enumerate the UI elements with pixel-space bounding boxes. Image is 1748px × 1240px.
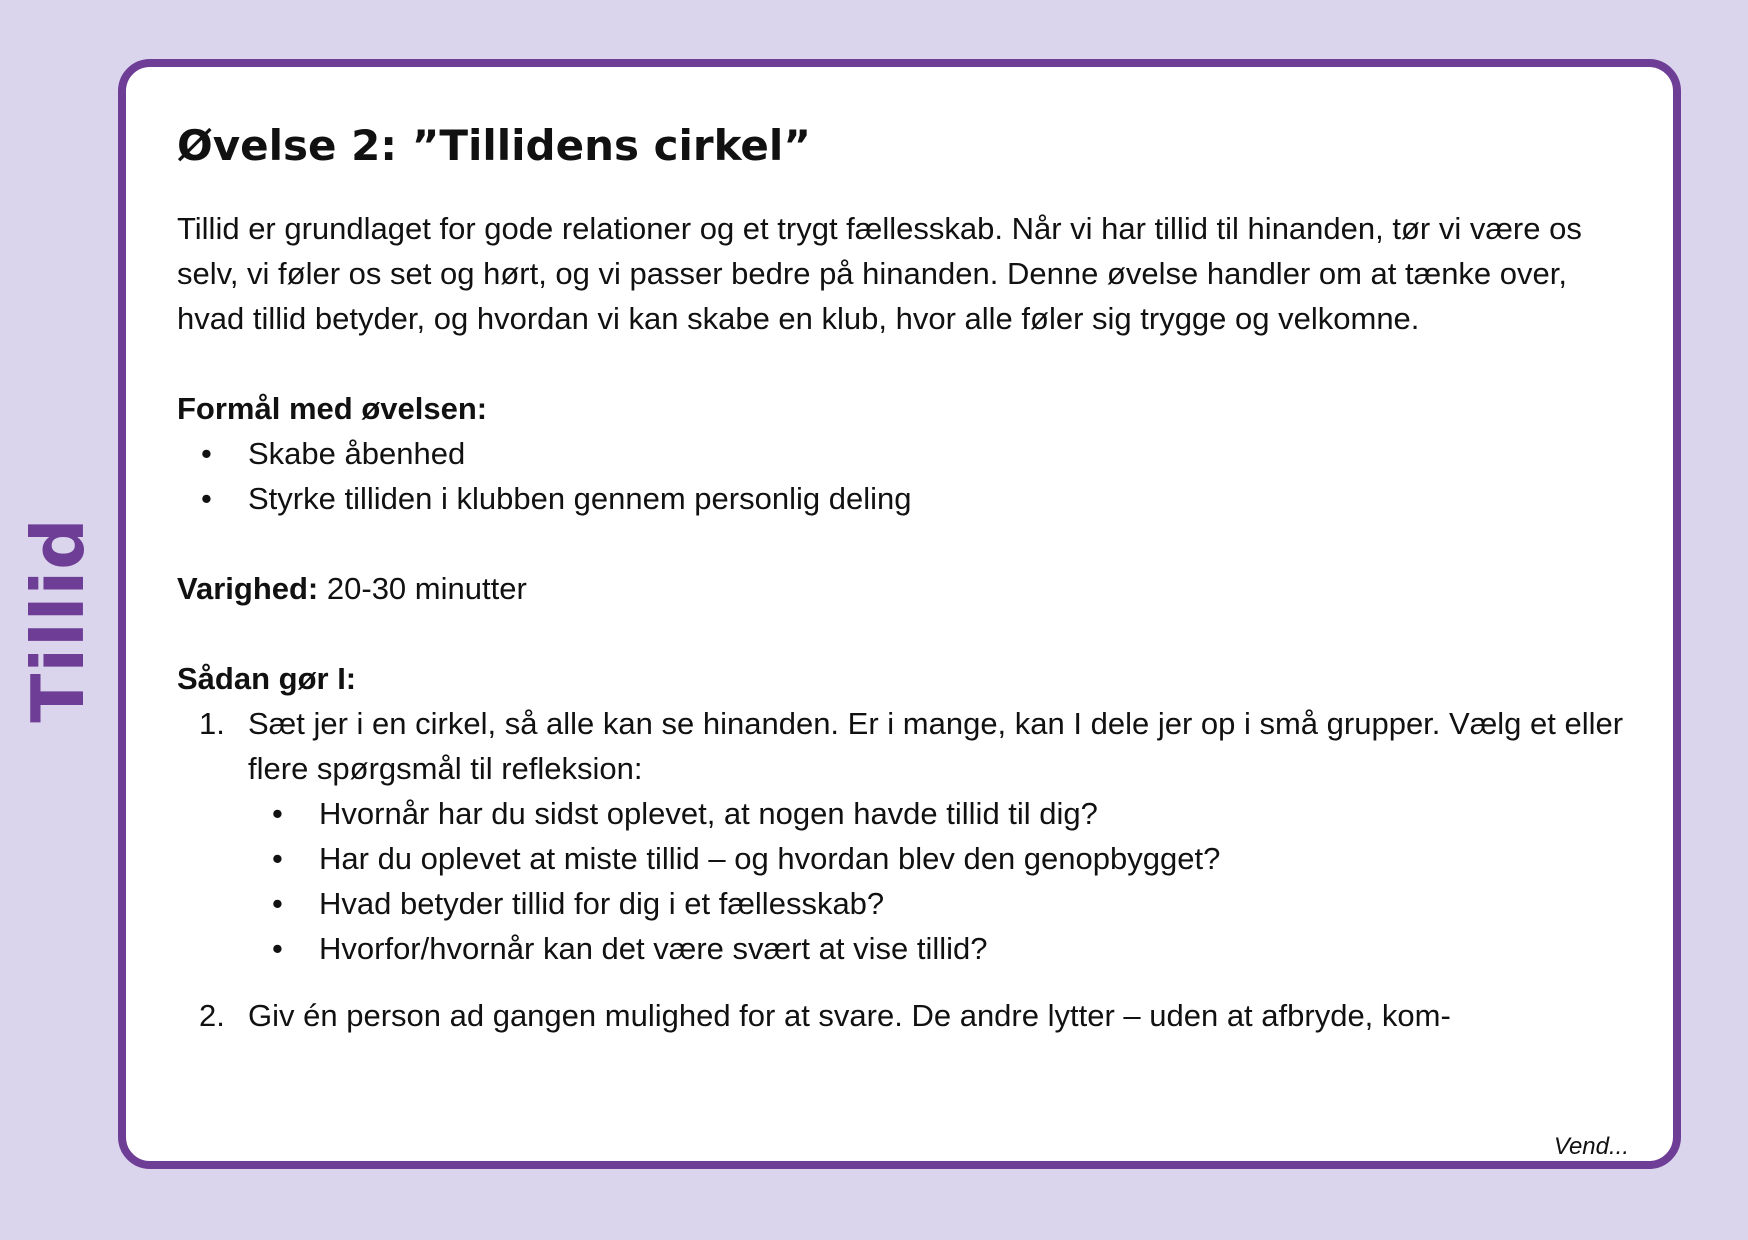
step-number: 2.	[199, 998, 225, 1033]
side-tab-label: Tillid	[16, 517, 100, 723]
purpose-item: • Styrke tilliden i klubben gennem personlig deling	[177, 476, 1637, 521]
continue-note: Vend...	[1553, 1133, 1629, 1160]
steps-list	[177, 701, 1637, 1038]
question-item: • Hvornår har du sidst oplevet, at nogen havde tillid til dig?	[248, 791, 1637, 836]
intro-paragraph: Tillid er grundlaget for gode relationer og et trygt fællesskab. Når vi har tillid til hinanden, tør vi være os selv, vi føler os set og hørt, og vi passer bedre på hinanden. Denne øvelse handler om at tænke over, hvad tillid betyder, og hvordan vi kan skabe en klub, hvor alle føler sig trygge og velkomne.	[177, 211, 1582, 336]
card-content	[177, 118, 1637, 1038]
question-item: • Hvad betyder tillid for dig i et fællesskab?	[248, 881, 1637, 926]
step-item	[177, 701, 1637, 971]
step-number: 1.	[199, 706, 225, 741]
question-list	[248, 791, 1637, 971]
howto-heading: Sådan gør I:	[177, 661, 357, 696]
step-item	[177, 993, 1637, 1038]
question-item: • Hvorfor/hvornår kan det være svært at vise tillid?	[248, 926, 1637, 971]
purpose-item: • Skabe åbenhed	[177, 431, 1637, 476]
side-tab	[0, 0, 120, 1240]
purpose-heading: Formål med øvelsen:	[177, 391, 488, 426]
question-item: • Har du oplevet at miste tillid – og hvordan blev den genopbygget?	[248, 836, 1637, 881]
exercise-title: Øvelse 2: ”Tillidens cirkel”	[177, 121, 811, 170]
duration-value: 20-30 minutter	[326, 571, 527, 606]
duration-line	[177, 566, 1637, 611]
step-text: Sæt jer i en cirkel, så alle kan se hinanden. Er i mange, kan I dele jer op i små grupper. Vælg et eller flere spørgsmål til refleksion:	[248, 706, 1624, 786]
purpose-list	[177, 431, 1637, 521]
step-text: Giv én person ad gangen mulighed for at svare. De andre lytter – uden at afbryde, kom-	[248, 998, 1451, 1033]
duration-label: Varighed:	[177, 571, 319, 606]
